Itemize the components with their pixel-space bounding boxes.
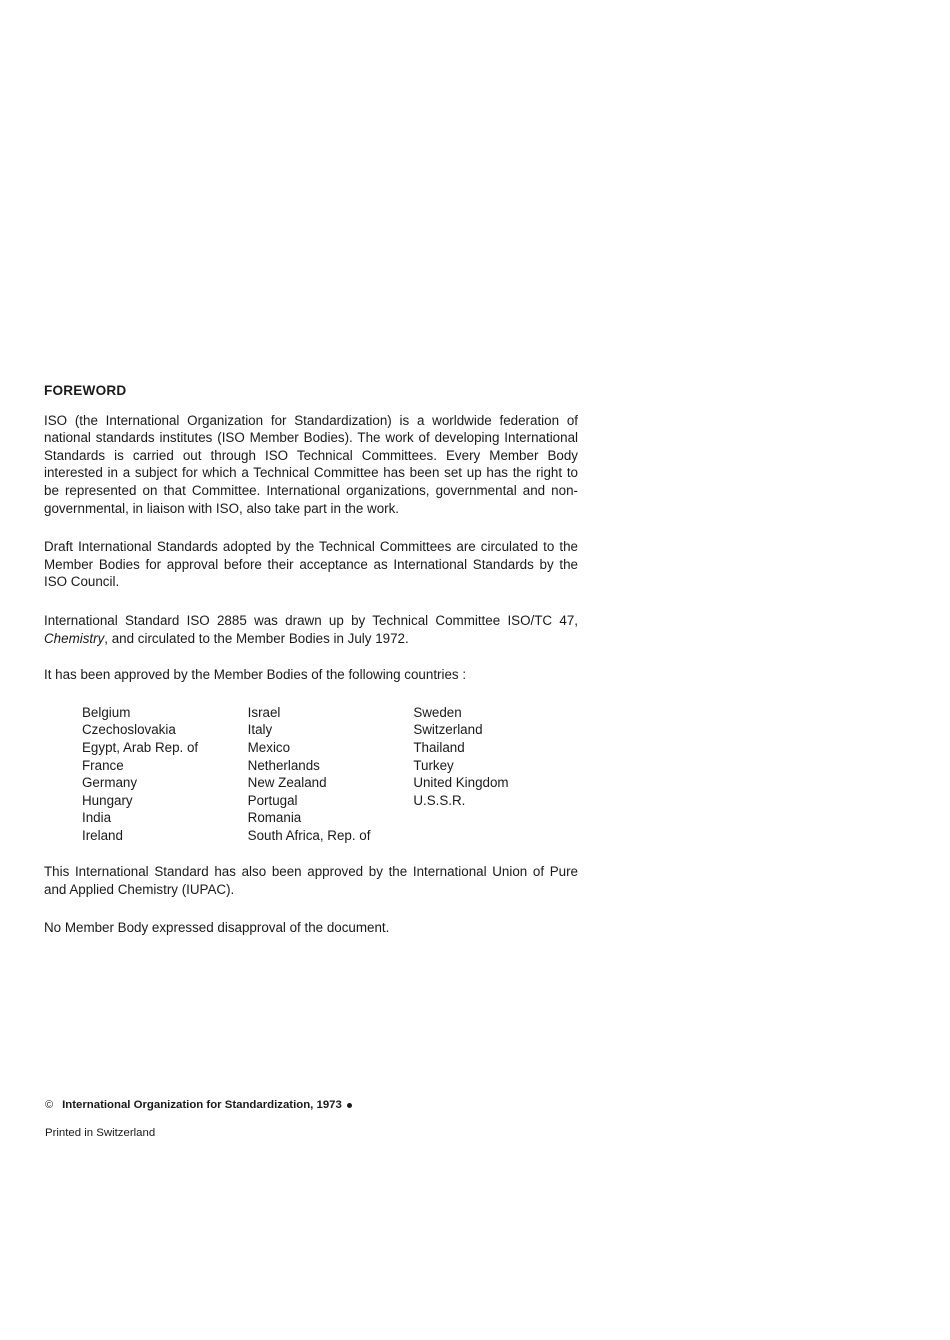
country-item: Germany bbox=[82, 775, 138, 791]
paragraph-standard-origin bbox=[44, 612, 578, 647]
bullet-icon bbox=[347, 1103, 352, 1108]
country-item: Turkey bbox=[413, 757, 454, 773]
countries-column-1 bbox=[82, 704, 248, 845]
country-item: Belgium bbox=[82, 704, 131, 720]
foreword-heading: FOREWORD bbox=[44, 383, 127, 398]
paragraph-approval-intro: It has been approved by the Member Bodies of the following countries : bbox=[44, 667, 467, 683]
copyright-icon: © bbox=[45, 1099, 54, 1111]
country-item: Czechoslovakia bbox=[82, 722, 176, 738]
country-item: Romania bbox=[247, 810, 302, 826]
country-item: Hungary bbox=[82, 792, 133, 808]
countries-column-3 bbox=[413, 704, 578, 845]
country-item: Switzerland bbox=[413, 722, 483, 738]
printed-in-line: Printed in Switzerland bbox=[45, 1127, 156, 1139]
country-item: France bbox=[82, 757, 124, 773]
country-item: Sweden bbox=[413, 704, 462, 720]
country-item: Portugal bbox=[247, 792, 298, 808]
paragraph-draft-standards: Draft International Standards adopted by the Technical Committees are circulated to the Member Bodies for approval before their acceptance as International Standards by the ISO Council. bbox=[44, 539, 578, 590]
countries-list bbox=[44, 704, 578, 845]
country-item: New Zealand bbox=[247, 775, 327, 791]
country-item: Italy bbox=[247, 722, 273, 738]
standard-origin-text-end: , and circulated to the Member Bodies in July 1972. bbox=[104, 630, 409, 646]
country-item: Thailand bbox=[413, 739, 465, 755]
copyright-line bbox=[45, 1098, 352, 1113]
standard-origin-text-start: International Standard ISO 2885 was drawn up by Technical Committee ISO/TC 47, bbox=[44, 612, 578, 628]
committee-subject: Chemistry bbox=[44, 630, 105, 646]
country-item: Israel bbox=[247, 704, 281, 720]
country-item: U.S.S.R. bbox=[413, 792, 466, 808]
copyright-text: International Organization for Standardization, 1973 bbox=[62, 1099, 342, 1111]
country-item: South Africa, Rep. of bbox=[247, 827, 371, 843]
country-item: Netherlands bbox=[247, 757, 320, 773]
paragraph-no-disapproval: No Member Body expressed disapproval of the document. bbox=[44, 919, 390, 935]
countries-column-2 bbox=[248, 704, 414, 845]
country-item: Mexico bbox=[247, 739, 291, 755]
footer bbox=[45, 1098, 352, 1141]
country-item: United Kingdom bbox=[413, 775, 509, 791]
paragraph-iupac-approval: This International Standard has also been approved by the International Union of Pure and Applied Chemistry (IUPAC). bbox=[44, 864, 578, 898]
foreword-section bbox=[44, 382, 578, 936]
country-item: Ireland bbox=[82, 827, 123, 843]
paragraph-iso-intro: ISO (the International Organization for Standardization) is a worldwide federation of national standards institutes (ISO Member Bodies). The work of developing International Standards is carried out through ISO Technical Committees. Every Member Body interested in a subject for which a Technical Committee has been set up has the right to be represented on that Committee. International organizations, governmental and non-governmental, in liaison with ISO, also take part in the work. bbox=[44, 412, 578, 516]
country-item: India bbox=[82, 810, 112, 826]
country-item: Egypt, Arab Rep. of bbox=[82, 739, 199, 755]
